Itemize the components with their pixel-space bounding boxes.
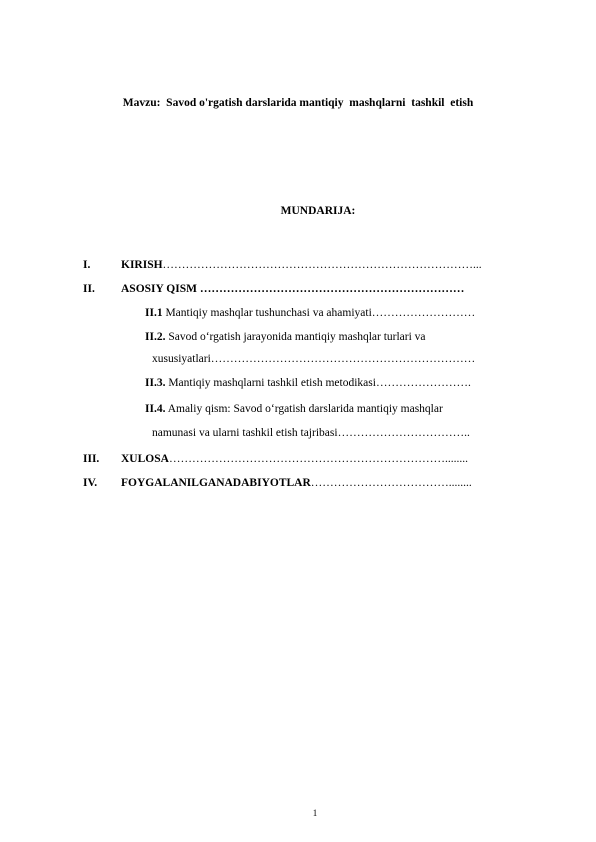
- toc-leader-dots: ……………………………………………………………: [196, 283, 465, 295]
- toc-leader-dots: ………………………: [371, 307, 476, 319]
- topic-title: Mavzu: Savod o'rgatish darslarida mantiqiy mashqlarni tashkil etish: [122, 97, 474, 109]
- toc-leader-dots: ……………………………………………………………: [210, 353, 476, 365]
- toc-entry-ii-2-cont[interactable]: [152, 353, 475, 365]
- toc-entry-label: II.4.: [145, 403, 166, 415]
- toc-leader-dots: …………………….: [375, 377, 471, 389]
- toc-entry-label: FOYGALANILGANADABIYOTLAR: [121, 477, 311, 489]
- toc-entry-text: xususiyatlari: [152, 353, 211, 365]
- toc-entry-label: II.2.: [145, 331, 166, 343]
- toc-entry-text: Savod o‘rgatish jarayonida mantiqiy mashqlar turlari va: [165, 331, 426, 343]
- toc-entry-text: Amaliy qism: Savod o‘rgatish darslarida mantiqiy mashqlar: [165, 403, 443, 415]
- toc-entry-ii-4[interactable]: [145, 403, 443, 415]
- toc-entry-ii-2[interactable]: [145, 331, 426, 343]
- toc-number-1: I.: [83, 259, 91, 271]
- toc-entry-ii-4-cont[interactable]: [152, 427, 470, 439]
- toc-entry-label: KIRISH: [121, 259, 163, 271]
- toc-leader-dots: ………………………………........: [310, 477, 472, 489]
- toc-entry-ii-3[interactable]: [145, 377, 471, 389]
- toc-number-2: II.: [83, 283, 95, 295]
- toc-heading: MUNDARIJA:: [280, 205, 356, 217]
- toc-entry-label: II.3.: [145, 377, 166, 389]
- toc-entry-label: XULOSA: [121, 453, 169, 465]
- toc-entry-label: ASOSIY QISM: [121, 283, 197, 295]
- toc-entry-text: Mantiqiy mashqlar tushunchasi va ahamiyati: [162, 307, 372, 319]
- toc-entry-xulosa[interactable]: [121, 453, 468, 465]
- toc-entry-adabiyotlar[interactable]: [121, 477, 472, 489]
- toc-leader-dots: ………………………………………………………………………...: [162, 259, 482, 271]
- toc-leader-dots: ……………………………..: [337, 427, 470, 439]
- toc-entry-text: Mantiqiy mashqlarni tashkil etish metodikasi: [165, 377, 376, 389]
- toc-number-3: III.: [83, 453, 100, 465]
- toc-entry-label: II.1: [145, 307, 163, 319]
- toc-entry-text: namunasi va ularni tashkil etish tajribasi: [152, 427, 338, 439]
- toc-entry-ii-1[interactable]: [145, 307, 475, 319]
- toc-entry-asosiy-qism[interactable]: [121, 283, 464, 295]
- toc-leader-dots: ………………………………………………………………........: [168, 453, 468, 465]
- page-number: 1: [312, 808, 318, 818]
- toc-number-4: IV.: [83, 477, 98, 489]
- toc-entry-kirish[interactable]: [121, 259, 482, 271]
